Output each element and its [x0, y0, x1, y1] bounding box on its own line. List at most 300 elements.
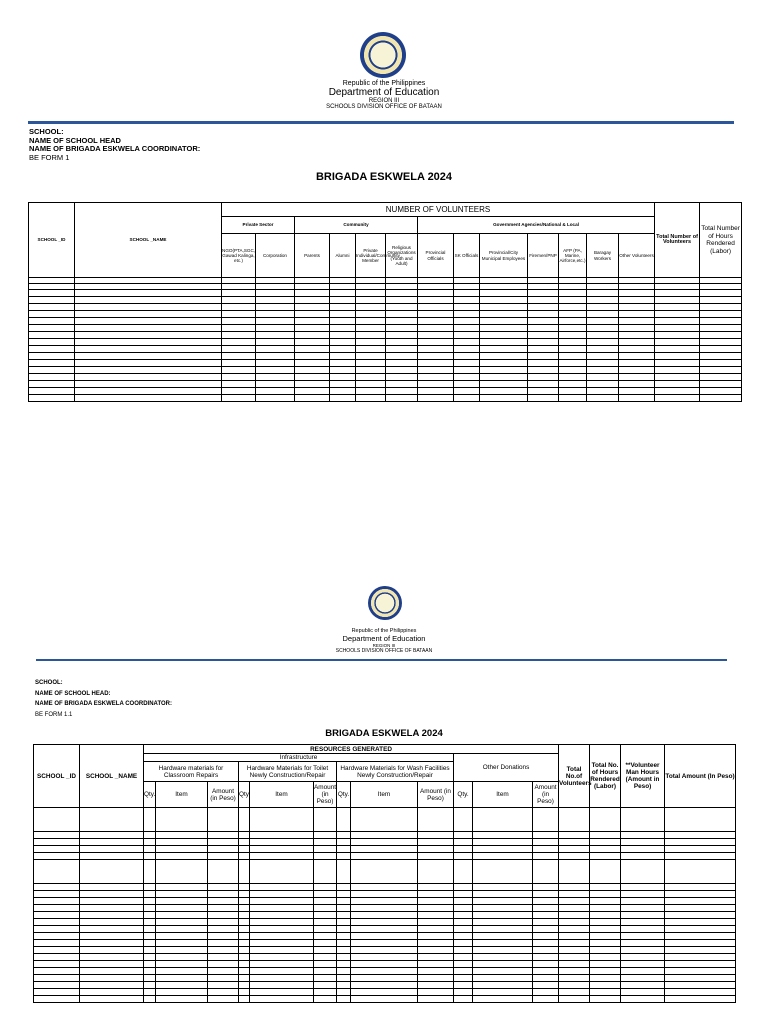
empty-cell[interactable]	[665, 996, 736, 1003]
empty-cell[interactable]	[454, 989, 473, 996]
empty-cell[interactable]	[528, 388, 559, 395]
empty-cell[interactable]	[351, 884, 418, 891]
empty-cell[interactable]	[700, 374, 742, 381]
empty-cell[interactable]	[655, 304, 700, 311]
empty-cell[interactable]	[80, 832, 144, 839]
empty-cell[interactable]	[34, 940, 80, 947]
empty-cell[interactable]	[208, 947, 239, 954]
empty-cell[interactable]	[156, 919, 208, 926]
empty-cell[interactable]	[587, 395, 619, 402]
empty-cell[interactable]	[250, 919, 314, 926]
empty-cell[interactable]	[528, 353, 559, 360]
empty-cell[interactable]	[418, 933, 454, 940]
empty-cell[interactable]	[559, 325, 587, 332]
empty-cell[interactable]	[619, 388, 655, 395]
empty-cell[interactable]	[144, 919, 156, 926]
empty-cell[interactable]	[480, 318, 528, 325]
empty-cell[interactable]	[418, 325, 454, 332]
empty-cell[interactable]	[156, 989, 208, 996]
empty-cell[interactable]	[590, 947, 621, 954]
empty-cell[interactable]	[533, 912, 559, 919]
empty-cell[interactable]	[418, 395, 454, 402]
empty-cell[interactable]	[351, 846, 418, 853]
empty-cell[interactable]	[700, 297, 742, 304]
empty-cell[interactable]	[559, 360, 587, 367]
empty-cell[interactable]	[590, 933, 621, 940]
empty-cell[interactable]	[239, 832, 250, 839]
empty-cell[interactable]	[314, 968, 337, 975]
empty-cell[interactable]	[250, 954, 314, 961]
empty-cell[interactable]	[473, 926, 533, 933]
empty-cell[interactable]	[621, 905, 665, 912]
empty-cell[interactable]	[590, 954, 621, 961]
empty-cell[interactable]	[559, 304, 587, 311]
empty-cell[interactable]	[480, 290, 528, 297]
empty-cell[interactable]	[222, 346, 256, 353]
empty-cell[interactable]	[621, 940, 665, 947]
empty-cell[interactable]	[386, 332, 418, 339]
empty-cell[interactable]	[34, 968, 80, 975]
empty-cell[interactable]	[418, 926, 454, 933]
empty-cell[interactable]	[337, 933, 351, 940]
empty-cell[interactable]	[454, 346, 480, 353]
empty-cell[interactable]	[29, 311, 75, 318]
empty-cell[interactable]	[454, 884, 473, 891]
empty-cell[interactable]	[330, 374, 356, 381]
empty-cell[interactable]	[250, 853, 314, 860]
empty-cell[interactable]	[80, 954, 144, 961]
empty-cell[interactable]	[250, 912, 314, 919]
empty-cell[interactable]	[386, 395, 418, 402]
empty-cell[interactable]	[590, 898, 621, 905]
empty-cell[interactable]	[29, 325, 75, 332]
empty-cell[interactable]	[418, 808, 454, 832]
empty-cell[interactable]	[337, 926, 351, 933]
empty-cell[interactable]	[533, 996, 559, 1003]
empty-cell[interactable]	[144, 989, 156, 996]
empty-cell[interactable]	[587, 297, 619, 304]
empty-cell[interactable]	[337, 954, 351, 961]
empty-cell[interactable]	[418, 968, 454, 975]
empty-cell[interactable]	[34, 884, 80, 891]
empty-cell[interactable]	[222, 353, 256, 360]
empty-cell[interactable]	[473, 954, 533, 961]
empty-cell[interactable]	[533, 982, 559, 989]
empty-cell[interactable]	[239, 926, 250, 933]
empty-cell[interactable]	[418, 339, 454, 346]
empty-cell[interactable]	[314, 933, 337, 940]
empty-cell[interactable]	[256, 381, 295, 388]
empty-cell[interactable]	[314, 808, 337, 832]
empty-cell[interactable]	[80, 853, 144, 860]
empty-cell[interactable]	[418, 860, 454, 884]
empty-cell[interactable]	[454, 853, 473, 860]
empty-cell[interactable]	[314, 905, 337, 912]
empty-cell[interactable]	[144, 968, 156, 975]
empty-cell[interactable]	[619, 332, 655, 339]
empty-cell[interactable]	[330, 304, 356, 311]
empty-cell[interactable]	[239, 853, 250, 860]
empty-cell[interactable]	[559, 989, 590, 996]
empty-cell[interactable]	[80, 933, 144, 940]
empty-cell[interactable]	[454, 926, 473, 933]
empty-cell[interactable]	[454, 325, 480, 332]
empty-cell[interactable]	[239, 839, 250, 846]
empty-cell[interactable]	[156, 832, 208, 839]
empty-cell[interactable]	[418, 954, 454, 961]
empty-cell[interactable]	[351, 912, 418, 919]
empty-cell[interactable]	[337, 891, 351, 898]
empty-cell[interactable]	[144, 947, 156, 954]
empty-cell[interactable]	[559, 381, 587, 388]
empty-cell[interactable]	[473, 933, 533, 940]
empty-cell[interactable]	[80, 940, 144, 947]
empty-cell[interactable]	[621, 996, 665, 1003]
empty-cell[interactable]	[621, 860, 665, 884]
empty-cell[interactable]	[559, 996, 590, 1003]
empty-cell[interactable]	[454, 332, 480, 339]
empty-cell[interactable]	[418, 304, 454, 311]
empty-cell[interactable]	[480, 353, 528, 360]
empty-cell[interactable]	[454, 832, 473, 839]
empty-cell[interactable]	[454, 898, 473, 905]
empty-cell[interactable]	[337, 905, 351, 912]
empty-cell[interactable]	[590, 919, 621, 926]
empty-cell[interactable]	[337, 898, 351, 905]
empty-cell[interactable]	[80, 860, 144, 884]
empty-cell[interactable]	[314, 982, 337, 989]
empty-cell[interactable]	[533, 989, 559, 996]
empty-cell[interactable]	[454, 839, 473, 846]
empty-cell[interactable]	[386, 304, 418, 311]
empty-cell[interactable]	[454, 912, 473, 919]
empty-cell[interactable]	[665, 898, 736, 905]
empty-cell[interactable]	[314, 832, 337, 839]
empty-cell[interactable]	[454, 388, 480, 395]
empty-cell[interactable]	[239, 919, 250, 926]
empty-cell[interactable]	[295, 395, 330, 402]
empty-cell[interactable]	[700, 325, 742, 332]
empty-cell[interactable]	[351, 933, 418, 940]
empty-cell[interactable]	[619, 353, 655, 360]
empty-cell[interactable]	[590, 846, 621, 853]
empty-cell[interactable]	[351, 860, 418, 884]
empty-cell[interactable]	[621, 839, 665, 846]
empty-cell[interactable]	[208, 989, 239, 996]
empty-cell[interactable]	[559, 975, 590, 982]
empty-cell[interactable]	[222, 395, 256, 402]
empty-cell[interactable]	[480, 311, 528, 318]
empty-cell[interactable]	[590, 853, 621, 860]
empty-cell[interactable]	[250, 947, 314, 954]
empty-cell[interactable]	[250, 905, 314, 912]
empty-cell[interactable]	[559, 332, 587, 339]
empty-cell[interactable]	[75, 332, 222, 339]
empty-cell[interactable]	[239, 940, 250, 947]
empty-cell[interactable]	[590, 996, 621, 1003]
empty-cell[interactable]	[665, 860, 736, 884]
empty-cell[interactable]	[314, 954, 337, 961]
empty-cell[interactable]	[337, 860, 351, 884]
empty-cell[interactable]	[29, 346, 75, 353]
empty-cell[interactable]	[454, 996, 473, 1003]
empty-cell[interactable]	[356, 339, 386, 346]
empty-cell[interactable]	[454, 353, 480, 360]
empty-cell[interactable]	[590, 982, 621, 989]
empty-cell[interactable]	[34, 919, 80, 926]
empty-cell[interactable]	[559, 860, 590, 884]
empty-cell[interactable]	[330, 311, 356, 318]
empty-cell[interactable]	[386, 325, 418, 332]
empty-cell[interactable]	[533, 933, 559, 940]
empty-cell[interactable]	[528, 297, 559, 304]
empty-cell[interactable]	[590, 940, 621, 947]
empty-cell[interactable]	[239, 898, 250, 905]
empty-cell[interactable]	[80, 905, 144, 912]
empty-cell[interactable]	[156, 808, 208, 832]
empty-cell[interactable]	[80, 968, 144, 975]
empty-cell[interactable]	[473, 891, 533, 898]
empty-cell[interactable]	[454, 846, 473, 853]
empty-cell[interactable]	[418, 947, 454, 954]
empty-cell[interactable]	[655, 353, 700, 360]
empty-cell[interactable]	[144, 808, 156, 832]
empty-cell[interactable]	[34, 832, 80, 839]
empty-cell[interactable]	[480, 381, 528, 388]
empty-cell[interactable]	[356, 304, 386, 311]
empty-cell[interactable]	[473, 940, 533, 947]
empty-cell[interactable]	[386, 346, 418, 353]
empty-cell[interactable]	[314, 926, 337, 933]
empty-cell[interactable]	[337, 919, 351, 926]
empty-cell[interactable]	[533, 954, 559, 961]
empty-cell[interactable]	[29, 395, 75, 402]
empty-cell[interactable]	[34, 912, 80, 919]
empty-cell[interactable]	[330, 381, 356, 388]
empty-cell[interactable]	[621, 912, 665, 919]
empty-cell[interactable]	[619, 311, 655, 318]
empty-cell[interactable]	[619, 374, 655, 381]
empty-cell[interactable]	[208, 982, 239, 989]
empty-cell[interactable]	[700, 290, 742, 297]
empty-cell[interactable]	[75, 339, 222, 346]
empty-cell[interactable]	[559, 982, 590, 989]
empty-cell[interactable]	[528, 318, 559, 325]
empty-cell[interactable]	[559, 933, 590, 940]
empty-cell[interactable]	[351, 982, 418, 989]
empty-cell[interactable]	[621, 933, 665, 940]
empty-cell[interactable]	[337, 968, 351, 975]
empty-cell[interactable]	[250, 961, 314, 968]
empty-cell[interactable]	[356, 395, 386, 402]
empty-cell[interactable]	[222, 388, 256, 395]
empty-cell[interactable]	[418, 374, 454, 381]
empty-cell[interactable]	[222, 311, 256, 318]
empty-cell[interactable]	[314, 975, 337, 982]
empty-cell[interactable]	[587, 367, 619, 374]
empty-cell[interactable]	[473, 996, 533, 1003]
empty-cell[interactable]	[351, 808, 418, 832]
empty-cell[interactable]	[208, 884, 239, 891]
empty-cell[interactable]	[295, 325, 330, 332]
empty-cell[interactable]	[454, 339, 480, 346]
empty-cell[interactable]	[418, 318, 454, 325]
empty-cell[interactable]	[533, 891, 559, 898]
empty-cell[interactable]	[156, 961, 208, 968]
empty-cell[interactable]	[250, 940, 314, 947]
empty-cell[interactable]	[208, 898, 239, 905]
empty-cell[interactable]	[250, 996, 314, 1003]
empty-cell[interactable]	[590, 905, 621, 912]
empty-cell[interactable]	[156, 853, 208, 860]
empty-cell[interactable]	[337, 832, 351, 839]
empty-cell[interactable]	[250, 860, 314, 884]
empty-cell[interactable]	[356, 353, 386, 360]
empty-cell[interactable]	[418, 996, 454, 1003]
empty-cell[interactable]	[208, 975, 239, 982]
empty-cell[interactable]	[587, 339, 619, 346]
empty-cell[interactable]	[222, 290, 256, 297]
empty-cell[interactable]	[222, 325, 256, 332]
empty-cell[interactable]	[356, 297, 386, 304]
empty-cell[interactable]	[250, 839, 314, 846]
empty-cell[interactable]	[239, 975, 250, 982]
empty-cell[interactable]	[80, 919, 144, 926]
empty-cell[interactable]	[700, 318, 742, 325]
empty-cell[interactable]	[34, 989, 80, 996]
empty-cell[interactable]	[418, 353, 454, 360]
empty-cell[interactable]	[208, 968, 239, 975]
empty-cell[interactable]	[473, 884, 533, 891]
empty-cell[interactable]	[330, 346, 356, 353]
empty-cell[interactable]	[418, 898, 454, 905]
empty-cell[interactable]	[29, 297, 75, 304]
empty-cell[interactable]	[473, 853, 533, 860]
empty-cell[interactable]	[337, 808, 351, 832]
empty-cell[interactable]	[256, 297, 295, 304]
empty-cell[interactable]	[590, 961, 621, 968]
empty-cell[interactable]	[80, 975, 144, 982]
empty-cell[interactable]	[559, 912, 590, 919]
empty-cell[interactable]	[208, 839, 239, 846]
empty-cell[interactable]	[239, 933, 250, 940]
empty-cell[interactable]	[700, 388, 742, 395]
empty-cell[interactable]	[351, 996, 418, 1003]
empty-cell[interactable]	[665, 832, 736, 839]
empty-cell[interactable]	[559, 940, 590, 947]
empty-cell[interactable]	[665, 954, 736, 961]
empty-cell[interactable]	[75, 353, 222, 360]
empty-cell[interactable]	[655, 388, 700, 395]
empty-cell[interactable]	[208, 846, 239, 853]
empty-cell[interactable]	[619, 339, 655, 346]
empty-cell[interactable]	[239, 947, 250, 954]
empty-cell[interactable]	[590, 860, 621, 884]
empty-cell[interactable]	[239, 996, 250, 1003]
empty-cell[interactable]	[356, 381, 386, 388]
empty-cell[interactable]	[144, 912, 156, 919]
empty-cell[interactable]	[80, 891, 144, 898]
empty-cell[interactable]	[208, 912, 239, 919]
empty-cell[interactable]	[144, 905, 156, 912]
empty-cell[interactable]	[222, 339, 256, 346]
empty-cell[interactable]	[208, 933, 239, 940]
empty-cell[interactable]	[665, 839, 736, 846]
empty-cell[interactable]	[29, 290, 75, 297]
empty-cell[interactable]	[314, 989, 337, 996]
empty-cell[interactable]	[559, 339, 587, 346]
empty-cell[interactable]	[590, 975, 621, 982]
empty-cell[interactable]	[156, 933, 208, 940]
empty-cell[interactable]	[250, 975, 314, 982]
empty-cell[interactable]	[454, 891, 473, 898]
empty-cell[interactable]	[454, 961, 473, 968]
empty-cell[interactable]	[480, 395, 528, 402]
empty-cell[interactable]	[473, 961, 533, 968]
empty-cell[interactable]	[156, 975, 208, 982]
empty-cell[interactable]	[587, 381, 619, 388]
empty-cell[interactable]	[559, 353, 587, 360]
empty-cell[interactable]	[559, 297, 587, 304]
empty-cell[interactable]	[80, 898, 144, 905]
empty-cell[interactable]	[665, 891, 736, 898]
empty-cell[interactable]	[144, 846, 156, 853]
empty-cell[interactable]	[222, 304, 256, 311]
empty-cell[interactable]	[34, 982, 80, 989]
empty-cell[interactable]	[208, 905, 239, 912]
empty-cell[interactable]	[559, 853, 590, 860]
empty-cell[interactable]	[454, 860, 473, 884]
empty-cell[interactable]	[621, 982, 665, 989]
empty-cell[interactable]	[314, 912, 337, 919]
empty-cell[interactable]	[144, 898, 156, 905]
empty-cell[interactable]	[144, 940, 156, 947]
empty-cell[interactable]	[250, 989, 314, 996]
empty-cell[interactable]	[590, 968, 621, 975]
empty-cell[interactable]	[208, 919, 239, 926]
empty-cell[interactable]	[356, 374, 386, 381]
empty-cell[interactable]	[473, 832, 533, 839]
empty-cell[interactable]	[295, 360, 330, 367]
empty-cell[interactable]	[655, 311, 700, 318]
empty-cell[interactable]	[473, 919, 533, 926]
empty-cell[interactable]	[239, 989, 250, 996]
empty-cell[interactable]	[559, 884, 590, 891]
empty-cell[interactable]	[80, 982, 144, 989]
empty-cell[interactable]	[559, 374, 587, 381]
empty-cell[interactable]	[533, 839, 559, 846]
empty-cell[interactable]	[156, 846, 208, 853]
empty-cell[interactable]	[34, 996, 80, 1003]
empty-cell[interactable]	[665, 846, 736, 853]
empty-cell[interactable]	[473, 898, 533, 905]
empty-cell[interactable]	[619, 290, 655, 297]
empty-cell[interactable]	[239, 961, 250, 968]
empty-cell[interactable]	[533, 919, 559, 926]
empty-cell[interactable]	[351, 905, 418, 912]
empty-cell[interactable]	[29, 367, 75, 374]
empty-cell[interactable]	[621, 853, 665, 860]
empty-cell[interactable]	[700, 346, 742, 353]
empty-cell[interactable]	[156, 996, 208, 1003]
empty-cell[interactable]	[250, 884, 314, 891]
empty-cell[interactable]	[29, 353, 75, 360]
empty-cell[interactable]	[418, 912, 454, 919]
empty-cell[interactable]	[590, 808, 621, 832]
empty-cell[interactable]	[700, 304, 742, 311]
empty-cell[interactable]	[700, 360, 742, 367]
empty-cell[interactable]	[314, 853, 337, 860]
